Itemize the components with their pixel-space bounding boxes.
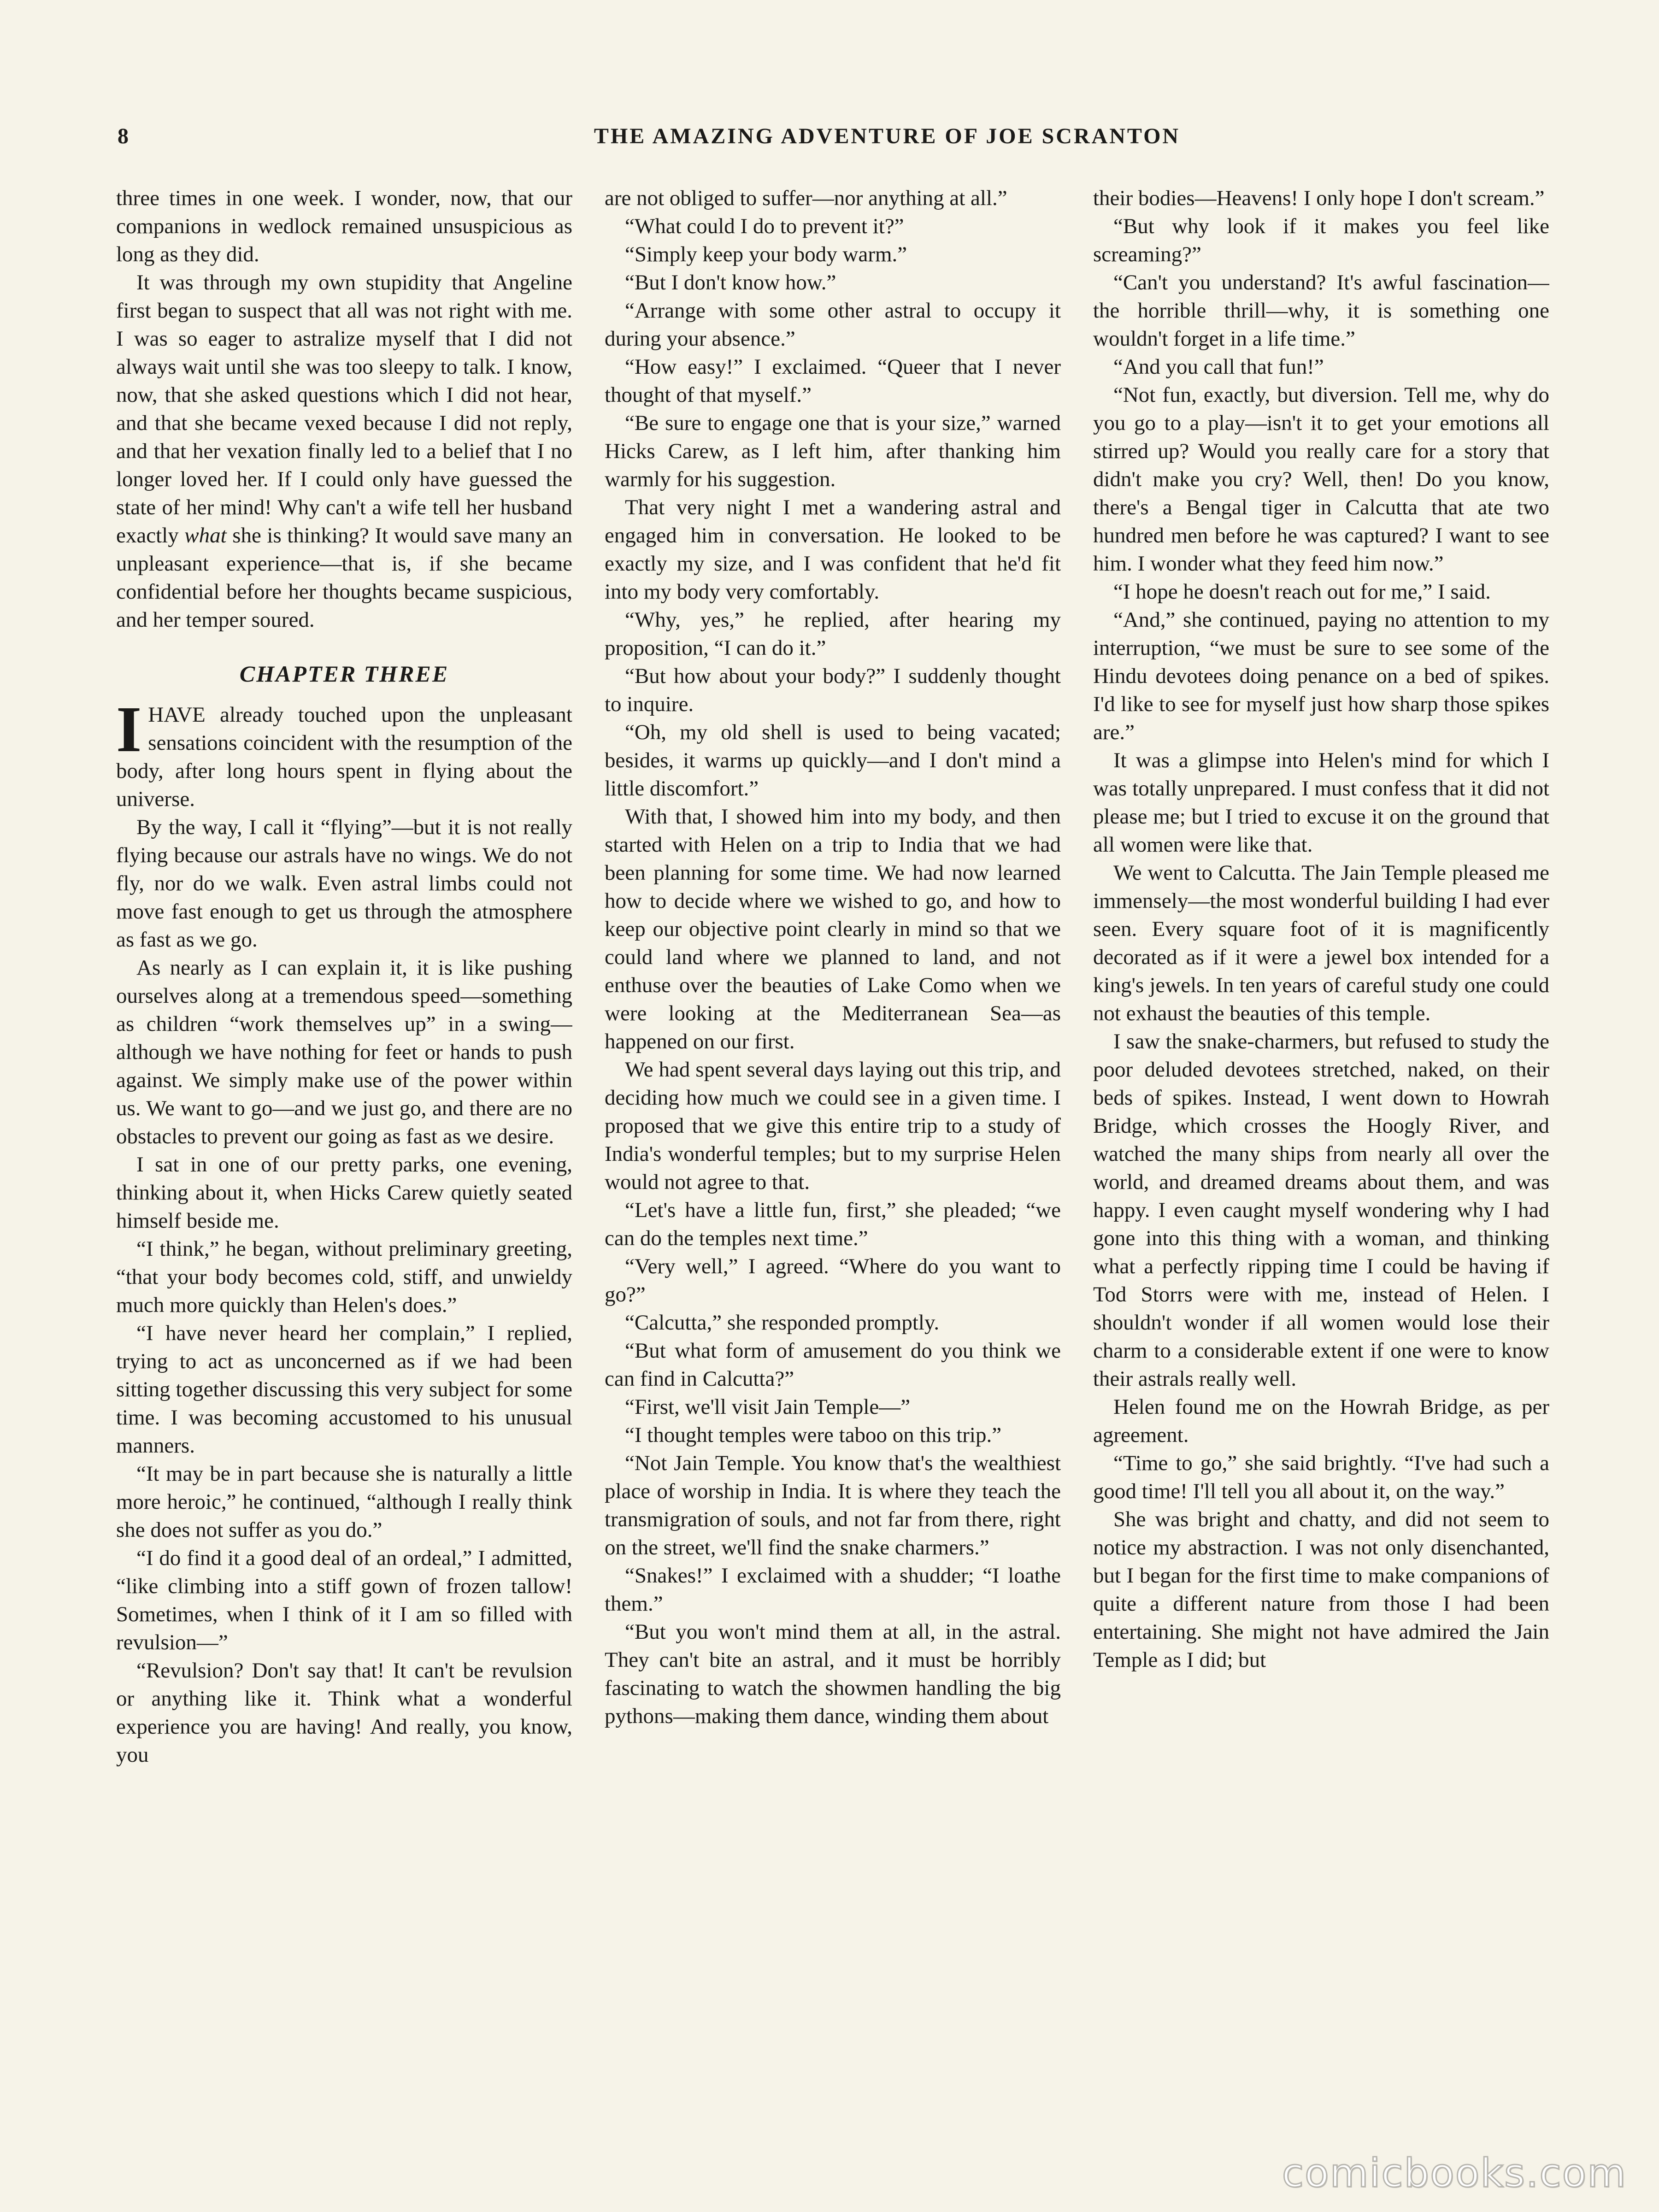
paragraph: “Not fun, exactly, but diversion. Tell me, why do you go to a play—isn't it to get your emotions all stirred up? Would you really care for a story that didn't make you cry? Well, then! Do you know, there's a Bengal tiger in Calcutta that ate two hundred men before he was captured? I want to see him. I wonder what they feed him now.”	[1093, 383, 1549, 576]
paragraph: “It may be in part because she is naturally a little more heroic,” he continued, “although I really think she does not suffer as you do.”	[116, 1462, 572, 1542]
paragraph: “Simply keep your body warm.”	[625, 242, 907, 266]
paragraph: three times in one week. I wonder, now, that our companions in wedlock remained unsuspicious as long as they did.	[116, 186, 572, 266]
text-column-3	[1093, 184, 1549, 2083]
paragraph: It was a glimpse into Helen's mind for which I was totally unprepared. I must confess that it did not please me; but I tried to excuse it on the ground that all women were like that.	[1093, 748, 1549, 857]
page-header	[118, 124, 1541, 156]
paragraph: “Let's have a little fun, first,” she pleaded; “we can do the temples next time.”	[605, 1198, 1061, 1250]
paragraph: “How easy!” I exclaimed. “Queer that I never thought of that myself.”	[605, 355, 1061, 407]
page-number: 8	[118, 124, 129, 148]
paragraph: With that, I showed him into my body, and then started with Helen on a trip to India that we had been planning for some time. We had now learned how to decide where we wished to go, and how to keep our objective point clearly in mind so that we could land where we planned to land, and not enthuse over the beauties of Lake Como when we were looking at the Mediterranean Sea—as happened on our first.	[605, 805, 1061, 1053]
paragraph: “I thought temples were taboo on this trip.”	[625, 1423, 1002, 1447]
paragraph: I saw the snake-charmers, but refused to study the poor deluded devotees stretched, naked, on their beds of spikes. Instead, I went down to Howrah Bridge, which crosses the Hoogly River, and watched the many ships from nearly all over the world, and dreamed dreams about them, and was happy. I even caught myself wondering why I had gone into this thing with a woman, and thinking what a perfectly ripping time I could be having if Tod Storrs were with me, instead of Helen. I shouldn't wonder if all women would lose their charm to a considerable extent if one were to know their astrals really well.	[1093, 1030, 1549, 1391]
paragraph: As nearly as I can explain it, it is like pushing ourselves along at a tremendous speed—something as children “work themselves up” in a swing—although we have nothing for feet or hands to push against. We simply make use of the power within us. We want to go—and we just go, and there are no obstacles to prevent our going as fast as we desire.	[116, 956, 572, 1148]
paragraph: By the way, I call it “flying”—but it is not really flying because our astrals have no wings. We do not fly, nor do we walk. Even astral limbs could not move fast enough to get us through the atmosphere as fast as we go.	[116, 815, 572, 952]
paragraph: “I hope he doesn't reach out for me,” I said.	[1113, 580, 1491, 604]
paragraph: “Very well,” I agreed. “Where do you want to go?”	[605, 1254, 1061, 1306]
emphasis: what	[184, 524, 227, 547]
paragraph: I sat in one of our pretty parks, one evening, thinking about it, when Hicks Carew quietly seated himself beside me.	[116, 1153, 572, 1233]
paragraph: “Snakes!” I exclaimed with a shudder; “I loathe them.”	[605, 1564, 1061, 1616]
paragraph: “Not Jain Temple. You know that's the wealthiest place of worship in India. It is where they teach the transmigration of souls, and not far from there, right on the street, we'll find the snake charmers.”	[605, 1451, 1061, 1559]
paragraph: “Time to go,” she said brightly. “I've had such a good time! I'll tell you all about it, on the way.”	[1093, 1451, 1549, 1503]
paragraph: “Calcutta,” she responded promptly.	[625, 1311, 940, 1335]
paragraph: “But how about your body?” I suddenly thought to inquire.	[605, 664, 1061, 716]
paragraph: “Arrange with some other astral to occupy it during your absence.”	[605, 299, 1061, 351]
watermark: comicbooks.com	[1282, 2150, 1627, 2196]
paragraph: “I think,” he began, without preliminary greeting, “that your body becomes cold, stiff, and unwieldy much more quickly than Helen's does.”	[116, 1237, 572, 1317]
paragraph: It was through my own stupidity that Angeline first began to suspect that all was not right with me. I was so eager to astralize myself that I did not always wait until she was too sleepy to talk. I know, now, that she asked questions which I did not hear, and that she became vexed because I did not reply, and that her vexation finally led to a belief that I no longer loved her. If I could only have guessed the state of her mind! Why can't a wife tell her husband exactly what she is thinking? It would save many an unpleasant experience—that is, if she became confidential before her thoughts became suspicious, and her temper soured.	[116, 271, 572, 632]
paragraph: We had spent several days laying out this trip, and deciding how much we could see in a given time. I proposed that we give this entire trip to a study of India's wonderful temples; but to my surprise Helen would not agree to that.	[605, 1058, 1061, 1194]
paragraph: “Why, yes,” he replied, after hearing my proposition, “I can do it.”	[605, 608, 1061, 660]
paragraph: “And you call that fun!”	[1113, 355, 1324, 379]
paragraph: “Can't you understand? It's awful fascination—the horrible thrill—why, it is something one wouldn't forget in a life time.”	[1093, 271, 1549, 351]
paragraph: Helen found me on the Howrah Bridge, as per agreement.	[1093, 1395, 1549, 1447]
text-column-2	[605, 184, 1061, 2083]
paragraph: We went to Calcutta. The Jain Temple pleased me immensely—the most wonderful building I had ever seen. Every square foot of it is magnificently decorated as if it were a jewel box intended for a king's jewels. In ten years of careful study one could not exhaust the beauties of this temple.	[1093, 861, 1549, 1025]
paragraph: “Be sure to engage one that is your size,” warned Hicks Carew, as I left him, after thanking him warmly for his suggestion.	[605, 411, 1061, 491]
drop-cap: I	[116, 693, 142, 765]
text-column-1	[116, 184, 572, 2083]
paragraph: “I have never heard her complain,” I replied, trying to act as unconcerned as if we had been sitting together discussing this very subject for some time. I was becoming accustomed to his unusual manners.	[116, 1321, 572, 1458]
paragraph: She was bright and chatty, and did not seem to notice my abstraction. I was not only disenchanted, but I began for the first time to make companions of quite a different nature from those I had been entertaining. She might not have admired the Jain Temple as I did; but	[1093, 1507, 1549, 1672]
paragraph: “I do find it a good deal of an ordeal,” I admitted, “like climbing into a stiff gown of frozen tallow! Sometimes, when I think of it I am so filled with revulsion—”	[116, 1546, 572, 1654]
paragraph: “But you won't mind them at all, in the astral. They can't bite an astral, and it must be horribly fascinating to watch the showmen handling the big pythons—making them dance, winding them about	[605, 1620, 1061, 1728]
paragraph: “Oh, my old shell is used to being vacated; besides, it warms up quickly—and I don't mind a little discomfort.”	[605, 720, 1061, 800]
paragraph: “But what form of amusement do you think we can find in Calcutta?”	[605, 1339, 1061, 1391]
paragraph: “First, we'll visit Jain Temple—”	[625, 1395, 911, 1419]
paragraph: are not obliged to suffer—nor anything at all.”	[605, 186, 1007, 210]
paragraph: “Revulsion? Don't say that! It can't be revulsion or anything like it. Think what a wonderful experience you are having! And really, you know, you	[116, 1659, 572, 1767]
paragraph: their bodies—Heavens! I only hope I don't scream.”	[1093, 186, 1545, 210]
running-title: THE AMAZING ADVENTURE OF JOE SCRANTON	[594, 124, 1181, 148]
paragraph: “But why look if it makes you feel like screaming?”	[1093, 214, 1549, 266]
paragraph: IHAVE already touched upon the unpleasant sensations coincident with the resumption of the body, after long hours spent in flying about the universe.	[116, 693, 572, 811]
paragraph: That very night I met a wandering astral and engaged him in conversation. He looked to be exactly my size, and I was confident that he'd fit into my body very comfortably.	[605, 495, 1061, 604]
paragraph: “And,” she continued, paying no attention to my interruption, “we must be sure to see some of the Hindu devotees doing penance on a bed of spikes. I'd like to see for myself just how sharp those spikes are.”	[1093, 608, 1549, 744]
paragraph: “But I don't know how.”	[625, 271, 836, 294]
paragraph: “What could I do to prevent it?”	[625, 214, 904, 238]
chapter-heading: CHAPTER THREE	[239, 661, 449, 687]
